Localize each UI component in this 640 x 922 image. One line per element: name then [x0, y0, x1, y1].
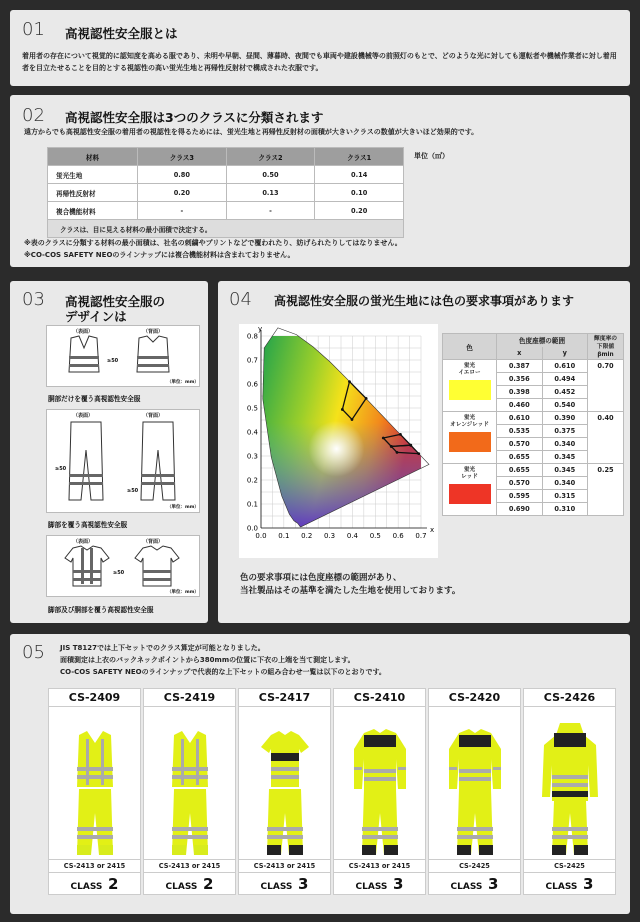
product-bottom-code: CS-2413 or 2415	[239, 859, 330, 873]
product-card	[523, 688, 616, 895]
color-table	[442, 333, 624, 516]
color-swatch	[449, 432, 491, 452]
class-badge: CLASS 3	[545, 875, 594, 893]
table-cell: 0.390	[542, 412, 588, 425]
x-tick-label: 0.4	[346, 532, 358, 540]
region-point	[365, 397, 368, 400]
region-point	[351, 418, 354, 421]
section-title: デザインは	[65, 309, 127, 324]
section-01	[10, 10, 630, 86]
table-cell: 0.452	[542, 386, 588, 399]
diagram-vest: （表面） （背面） ≥50 （単位：mm）	[46, 325, 200, 387]
table-cell: 再帰性反射材	[48, 184, 138, 202]
table-cell: 0.610	[542, 360, 588, 373]
region-point	[399, 433, 402, 436]
product-code: CS-2419	[144, 689, 235, 707]
x-tick-label: 0.6	[392, 532, 404, 540]
table-cell: 0.398	[497, 386, 543, 399]
class-badge: CLASS 2	[70, 875, 119, 893]
table-cell: 0.387	[497, 360, 543, 373]
color-cell	[443, 464, 497, 516]
x-tick-label: 0.2	[301, 532, 313, 540]
region-point	[409, 444, 412, 447]
section-text: CO-COS SAFETY NEOのラインナップで代表的な上下セットの組み合わせ一覧は以下のとおりです。	[60, 668, 386, 676]
y-tick-label: 0.8	[246, 332, 258, 341]
color-name: レッド	[461, 474, 478, 480]
x-tick-label: 0.0	[255, 532, 267, 540]
table-cell: 0.14	[315, 166, 404, 184]
section-02	[10, 95, 630, 267]
x-tick-label: 0.7	[415, 532, 427, 540]
product-card	[143, 688, 236, 895]
trousers-drawing-icon	[47, 410, 201, 514]
table-cell: 0.310	[542, 503, 588, 516]
section-03	[10, 281, 208, 623]
workwear-icon	[334, 709, 427, 859]
section-text: JIS T8127では上下セットでのクラス算定が可能となりました。	[60, 644, 265, 652]
table-row	[443, 360, 624, 373]
product-bottom-code: CS-2425	[524, 859, 615, 873]
col-header: クラス3	[138, 148, 227, 166]
col-header: y	[542, 347, 588, 360]
workwear-icon	[239, 709, 332, 859]
product-code: CS-2426	[524, 689, 615, 707]
region-point	[348, 380, 351, 383]
color-note: 色の要求事項には色度座標の範囲があり、	[240, 573, 402, 583]
y-axis-label: y	[258, 325, 263, 333]
workwear-icon	[144, 709, 237, 859]
table-cell: 0.345	[542, 451, 588, 464]
product-bottom-code: CS-2413 or 2415	[334, 859, 425, 873]
col-header: クラス2	[226, 148, 315, 166]
y-tick-label: 0.5	[246, 404, 258, 413]
table-cell: -	[226, 202, 315, 220]
unit-label: 単位（㎡）	[414, 152, 449, 160]
diagram-caption: 脚部及び胴部を覆う高視認性安全服	[48, 606, 154, 614]
class-table	[47, 147, 404, 238]
table-note: クラスは、目に見える材料の最小面積で決定する。	[48, 220, 404, 238]
y-tick-label: 0.7	[246, 356, 258, 365]
table-cell: 0.13	[226, 184, 315, 202]
table-cell: 0.494	[542, 373, 588, 386]
section-number: 05	[22, 642, 45, 663]
diagram-caption: 脚部を覆う高視認性安全服	[48, 521, 128, 529]
table-cell: 0.690	[497, 503, 543, 516]
workwear-icon	[524, 709, 617, 859]
table-cell: 0.10	[315, 184, 404, 202]
product-bottom-code: CS-2413 or 2415	[49, 859, 140, 873]
table-row	[48, 220, 404, 238]
region-point	[396, 451, 399, 454]
beta-cell: 0.40	[588, 412, 624, 464]
class-badge: CLASS 3	[450, 875, 499, 893]
col-header: クラス1	[315, 148, 404, 166]
table-row	[48, 202, 404, 220]
product-bottom-code: CS-2425	[429, 859, 520, 873]
product-card	[238, 688, 331, 895]
section-title: 高視認性安全服とは	[65, 26, 178, 41]
table-cell: 0.50	[226, 166, 315, 184]
section-number: 01	[22, 19, 45, 40]
beta-cell: 0.70	[588, 360, 624, 412]
class-badge: CLASS 3	[260, 875, 309, 893]
product-card	[333, 688, 426, 895]
table-cell: 0.610	[497, 412, 543, 425]
table-row	[48, 166, 404, 184]
color-cell	[443, 360, 497, 412]
section-body: 着用者の存在について視覚的に認知度を高める服であり、未明や早朝、昼間、薄暮時、夜間でも車両や建設機械等の前照灯のもとで、どのような光に対しても運転者や機械作業者に対し着用者を目立たせることを目的とする視認性の高い蛍光生地と再帰性反射材で構成された衣服です。	[22, 52, 617, 72]
y-tick-label: 0.6	[246, 380, 258, 389]
col-header: x	[497, 347, 543, 360]
table-cell: 0.655	[497, 451, 543, 464]
product-card	[428, 688, 521, 895]
color-name: オレンジレッド	[450, 422, 489, 428]
product-card	[48, 688, 141, 895]
table-cell: 0.345	[542, 464, 588, 477]
table-cell: 0.655	[497, 464, 543, 477]
section-number: 04	[229, 289, 252, 310]
section-lead: 遠方からでも高視認性安全服の着用者の視認性を得るためには、蛍光生地と再帰性反射材の面積が大きいクラスの数値が大きいほど効果的です。	[24, 128, 479, 136]
region-point	[341, 408, 344, 411]
x-axis-label: x	[430, 526, 435, 534]
region-point	[390, 445, 393, 448]
table-cell: 0.20	[138, 184, 227, 202]
table-row	[48, 184, 404, 202]
color-name: 蛍光	[463, 415, 476, 421]
diagram-caption: 胴部だけを覆う高視認性安全服	[48, 395, 141, 403]
color-note: 当社製品はその基準を満たした生地を使用しております。	[240, 586, 461, 596]
col-header: 色度座標の範囲	[497, 334, 588, 347]
beta-cell: 0.25	[588, 464, 624, 516]
col-header: 輝度率の 下限値 βmin	[588, 334, 624, 360]
chart-locus	[261, 328, 429, 528]
region-point	[382, 437, 385, 440]
table-cell: 0.570	[497, 438, 543, 451]
table-row	[443, 464, 624, 477]
x-tick-label: 0.3	[324, 532, 336, 540]
x-tick-label: 0.1	[278, 532, 290, 540]
y-tick-label: 0.1	[246, 500, 258, 509]
table-cell: 0.570	[497, 477, 543, 490]
footnote: ※表のクラスに分類する材料の最小面積は、社名の刺繍やプリントなどで覆われたり、妨げられたりしてはなりません。	[24, 239, 402, 247]
table-cell: 0.315	[542, 490, 588, 503]
table-cell: -	[138, 202, 227, 220]
section-04	[218, 281, 630, 623]
diagram-trousers: （表面） （背面） ≥50 ≥50 （単位：mm）	[46, 409, 200, 513]
section-text: 面積測定は上衣のバックネックポイントから380mmの位置に下衣の上端を当て測定します。	[60, 656, 355, 664]
section-title: 高視認性安全服の蛍光生地には色の要求事項があります	[274, 294, 575, 308]
y-tick-label: 0.4	[246, 428, 258, 437]
product-code: CS-2409	[49, 689, 140, 707]
table-cell: 0.460	[497, 399, 543, 412]
table-cell: 0.356	[497, 373, 543, 386]
table-cell: 0.340	[542, 477, 588, 490]
product-code: CS-2420	[429, 689, 520, 707]
table-cell: 0.535	[497, 425, 543, 438]
table-row	[443, 412, 624, 425]
table-cell: 0.375	[542, 425, 588, 438]
color-name: イエロー	[458, 370, 481, 376]
y-tick-label: 0.0	[246, 524, 258, 533]
y-tick-label: 0.3	[246, 452, 258, 461]
col-header: 材料	[48, 148, 138, 166]
x-tick-label: 0.5	[369, 532, 381, 540]
y-tick-label: 0.2	[246, 476, 258, 485]
footnote: ※CO-COS SAFETY NEOのラインナップには複合機能材料は含まれておりません。	[24, 251, 295, 259]
product-code: CS-2417	[239, 689, 330, 707]
table-cell: 0.80	[138, 166, 227, 184]
color-swatch	[449, 484, 491, 504]
table-cell: 蛍光生地	[48, 166, 138, 184]
table-cell: 0.595	[497, 490, 543, 503]
table-cell: 0.20	[315, 202, 404, 220]
color-name: 蛍光	[463, 363, 476, 369]
section-number: 03	[22, 289, 45, 310]
col-header: 色	[443, 334, 497, 360]
table-cell: 0.540	[542, 399, 588, 412]
color-name: 蛍光	[463, 467, 476, 473]
product-code: CS-2410	[334, 689, 425, 707]
chromaticity-chart	[239, 324, 438, 558]
color-swatch	[449, 380, 491, 400]
section-title: 高視認性安全服は3つのクラスに分類されます	[65, 110, 324, 125]
product-bottom-code: CS-2413 or 2415	[144, 859, 235, 873]
diagram-shirt: （表面） （背面） ≥50 （単位：mm）	[46, 535, 200, 597]
region-point	[417, 452, 420, 455]
class-badge: CLASS 3	[355, 875, 404, 893]
chromaticity-svg	[239, 324, 438, 558]
workwear-icon	[429, 709, 522, 859]
section-title: 高視認性安全服の	[65, 294, 166, 309]
color-cell	[443, 412, 497, 464]
workwear-icon	[49, 709, 142, 859]
class-badge: CLASS 2	[165, 875, 214, 893]
table-cell: 複合機能材料	[48, 202, 138, 220]
section-number: 02	[22, 105, 45, 126]
table-cell: 0.340	[542, 438, 588, 451]
